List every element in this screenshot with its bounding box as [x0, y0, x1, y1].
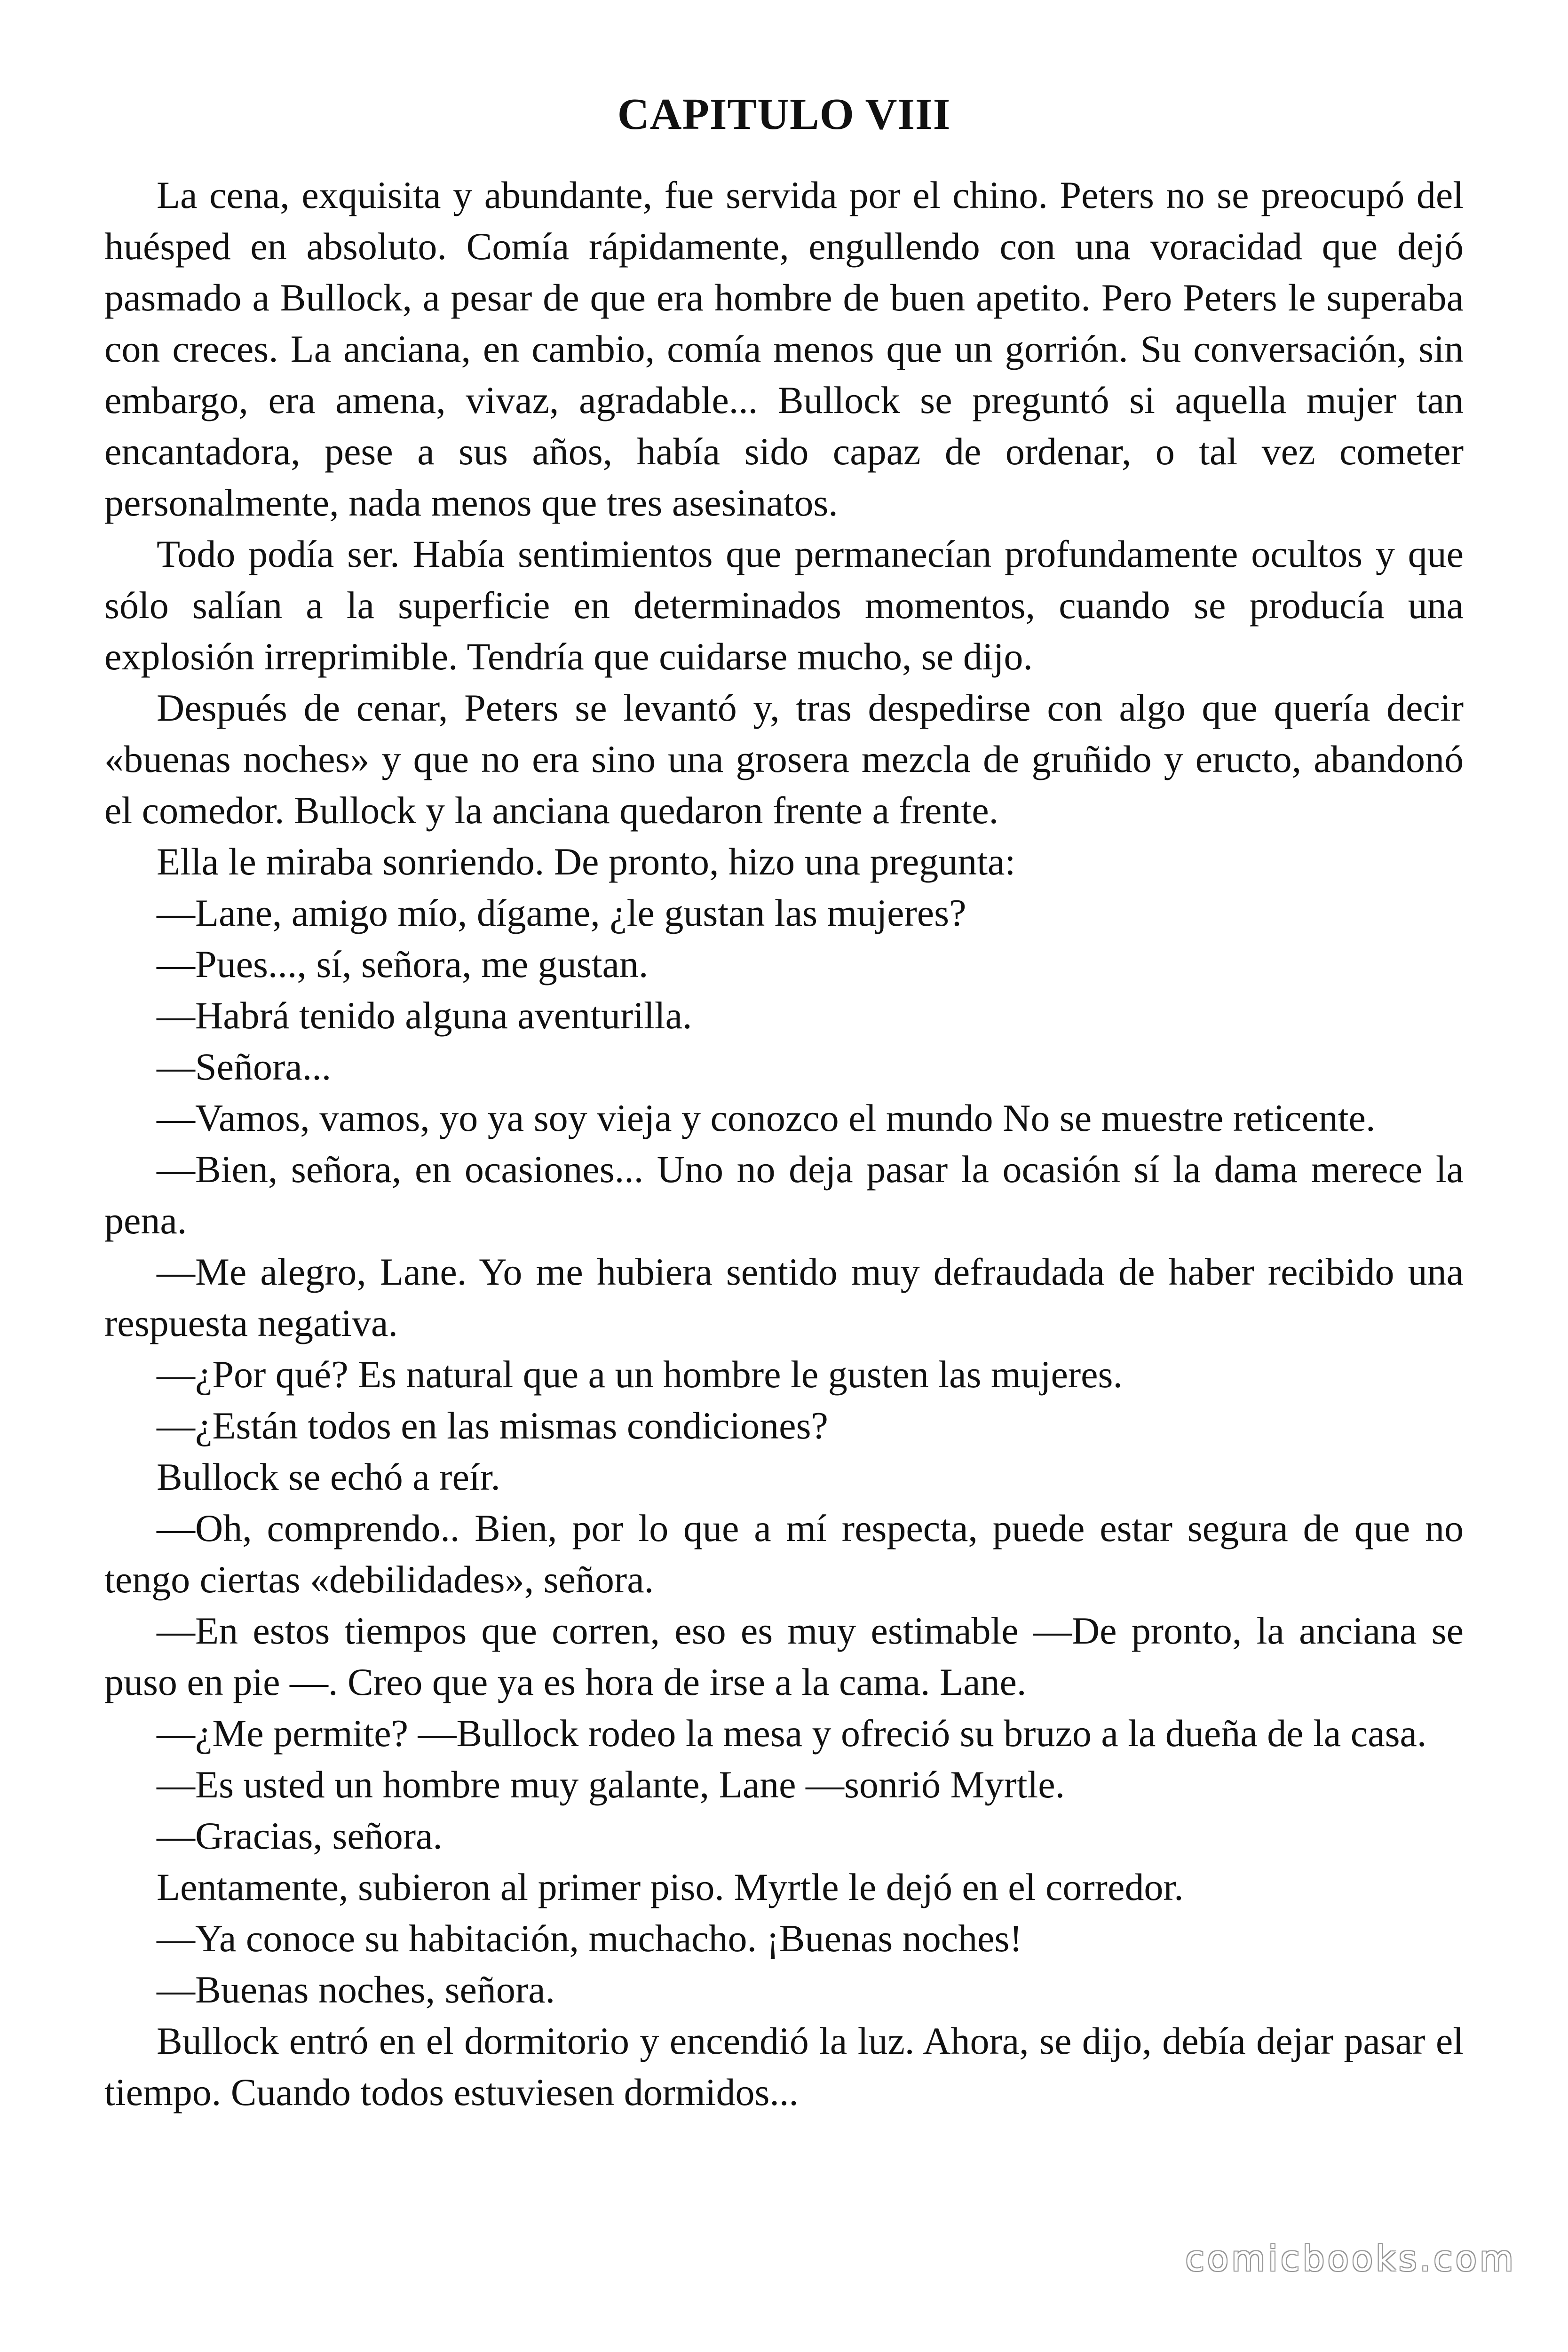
watermark: comicbooks.com: [1185, 2239, 1516, 2279]
dialogue-line: —Habrá tenido alguna aventurilla.: [157, 994, 692, 1037]
dialogue-line: —¿Me permite? —Bullock rodeo la mesa y ofreció su bruzo a la dueña de la casa.: [157, 1712, 1427, 1755]
paragraph: Bullock entró en el dormitorio y encendió la luz. Ahora, se dijo, debía dejar pasar el tiempo. Cuando todos estuviesen dormidos...: [104, 2019, 1464, 2114]
dialogue-line: —En estos tiempos que corren, eso es muy estimable —De pronto, la anciana se puso en pie —. Creo que ya es hora de irse a la cama. Lane.: [104, 1609, 1464, 1703]
dialogue-line: —Bien, señora, en ocasiones... Uno no deja pasar la ocasión sí la dama merece la pena.: [104, 1148, 1464, 1242]
dialogue-line: —Pues..., sí, señora, me gustan.: [157, 943, 649, 985]
chapter-body: [104, 169, 1464, 2118]
dialogue-line: —Vamos, vamos, yo ya soy vieja y conozco el mundo No se muestre reticente.: [157, 1097, 1376, 1139]
dialogue-line: —Es usted un hombre muy galante, Lane —sonrió Myrtle.: [157, 1763, 1065, 1806]
dialogue-line: —Ya conoce su habitación, muchacho. ¡Buenas noches!: [157, 1917, 1022, 1960]
chapter-title: CAPITULO VIII: [617, 89, 951, 139]
paragraph: Después de cenar, Peters se levantó y, tras despedirse con algo que quería decir «buenas noches» y que no era sino una grosera mezcla de gruñido y eructo, abandonó el comedor. Bullock y la anciana quedaron frente a frente.: [104, 686, 1464, 832]
paragraph: Ella le miraba sonriendo. De pronto, hizo una pregunta:: [157, 840, 1016, 883]
dialogue-line: —Oh, comprendo.. Bien, por lo que a mí respecta, puede estar segura de que no tengo ciertas «debilidades», señora.: [104, 1507, 1464, 1601]
dialogue-line: —¿Por qué? Es natural que a un hombre le gusten las mujeres.: [157, 1353, 1123, 1396]
dialogue-line: —Me alegro, Lane. Yo me hubiera sentido muy defraudada de haber recibido una respuesta negativa.: [104, 1250, 1464, 1344]
paragraph: La cena, exquisita y abundante, fue servida por el chino. Peters no se preocupó del huésped en absoluto. Comía rápidamente, engullendo con una voracidad que dejó pasmado a Bullock, a pesar de que era hombre de buen apetito. Pero Peters le superaba con creces. La anciana, en cambio, comía menos que un gorrión. Su conversación, sin embargo, era amena, vivaz, agradable... Bullock se preguntó si aquella mujer tan encantadora, pese a sus años, había sido capaz de ordenar, o tal vez cometer personalmente, nada menos que tres asesinatos.: [104, 174, 1464, 524]
dialogue-line: —Gracias, señora.: [157, 1814, 443, 1857]
dialogue-line: —¿Están todos en las mismas condiciones?: [157, 1404, 828, 1447]
paragraph: Lentamente, subieron al primer piso. Myrtle le dejó en el corredor.: [157, 1866, 1184, 1908]
dialogue-line: —Buenas noches, señora.: [157, 1968, 555, 2011]
dialogue-line: —Señora...: [157, 1045, 332, 1088]
dialogue-line: —Lane, amigo mío, dígame, ¿le gustan las mujeres?: [157, 891, 966, 934]
paragraph: Bullock se echó a reír.: [157, 1455, 500, 1498]
paragraph: Todo podía ser. Había sentimientos que permanecían profundamente ocultos y que sólo salían a la superficie en determinados momentos, cuando se producía una explosión irreprimible. Tendría que cuidarse mucho, se dijo.: [104, 532, 1464, 678]
